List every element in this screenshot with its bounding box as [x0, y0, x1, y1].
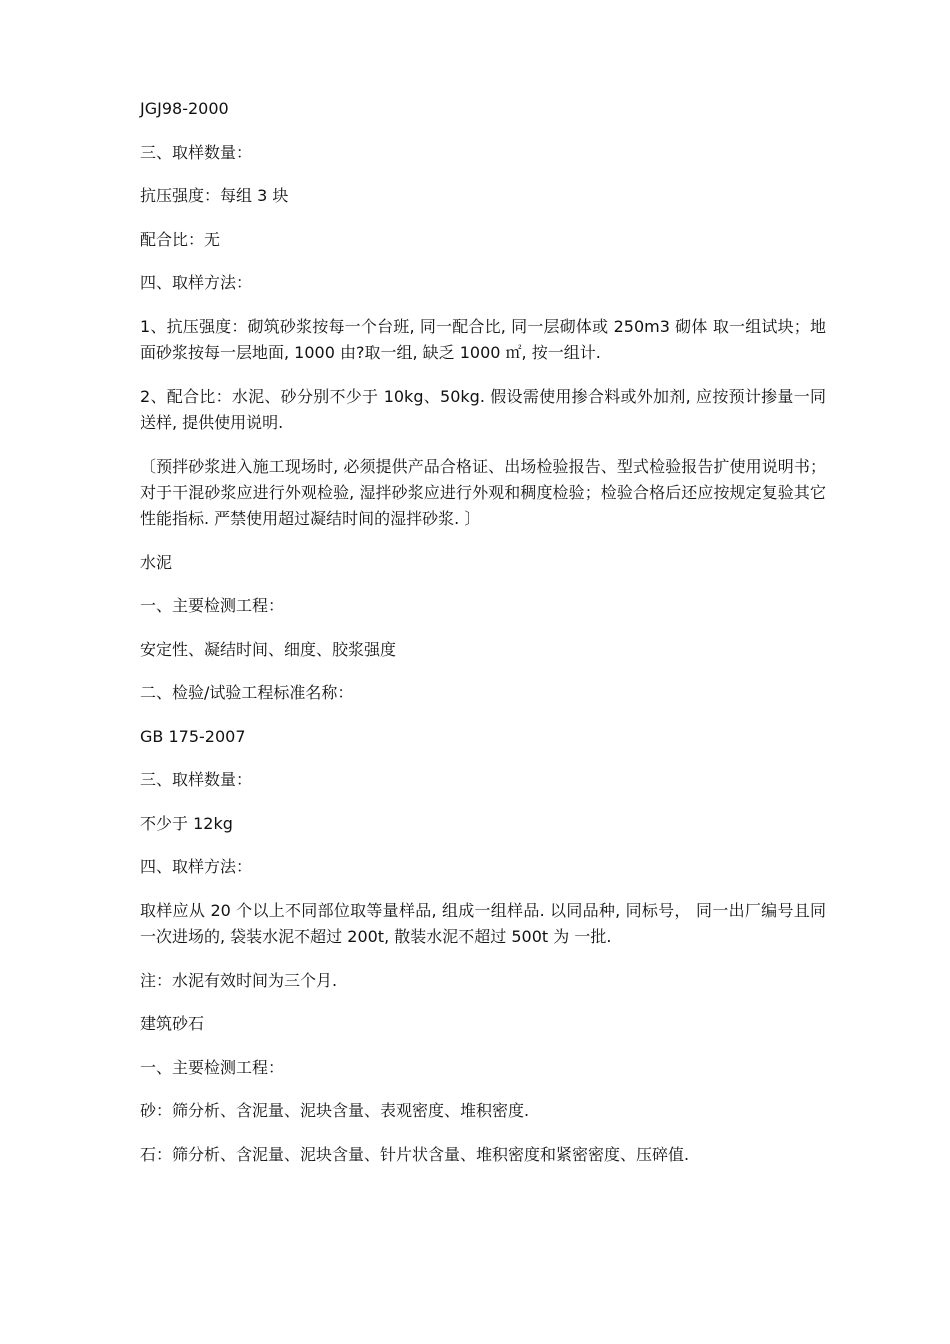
mix-ratio-quantity: 配合比：无 — [140, 229, 221, 249]
standard-code-paragraph: JGJ98-2000 — [140, 99, 229, 118]
cement-standard-code: GB 175-2007 — [140, 726, 246, 746]
section-heading-sampling-quantity: 三、取样数量： — [140, 142, 253, 162]
section-heading-sampling-method-cement: 四、取样方法： — [140, 857, 253, 876]
ready-mixed-mortar-note: 〔预拌砂浆进入施工现场时, 必须提供产品合格证、出场检验报告、型式检验报告扩使用说明书；对于干混砂浆应进行外观检验, 湿拌砂浆应进行外观和稠度检验；检验合格后还应按规定复验其它性能指标. 严禁使用超过凝结时间的湿拌砂浆. 〕 — [140, 456, 826, 528]
sand-test-items: 砂：筛分析、含泥量、泥块含量、表观密度、堆积密度. — [140, 1101, 530, 1120]
mix-ratio-method: 2、配合比：水泥、砂分别不少于 10kg、50kg. 假设需使用掺合料或外加剂, 应按预计掺量一同送样, 提供使用说明. — [140, 386, 826, 432]
section-heading-main-tests-sand: 一、主要检测工程： — [140, 1057, 285, 1077]
section-heading-standard-name: 二、检验/试验工程标准名称： — [140, 683, 354, 702]
cement-sampling-quantity: 不少于 12kg — [140, 813, 233, 833]
section-heading-sampling-method: 四、取样方法： — [140, 273, 253, 292]
document-body — [140, 96, 826, 1185]
cement-validity-note: 注：水泥有效时间为三个月. — [140, 970, 338, 990]
sand-gravel-section-title: 建筑砂石 — [140, 1014, 205, 1033]
stone-test-items: 石：筛分析、含泥量、泥块含量、针片状含量、堆积密度和紧密密度、压碎值. — [140, 1144, 690, 1164]
cement-sampling-method: 取样应从 20 个以上不同部位取等量样品, 组成一组样品. 以同品种, 同标号， 同一出厂编号且同一次进场的, 袋装水泥不超过 200t, 散装水泥不超过 500t 为 一批. — [140, 900, 826, 946]
cement-section-title: 水泥 — [140, 552, 173, 572]
cement-test-items: 安定性、凝结时间、细度、胶浆强度 — [140, 639, 397, 659]
compressive-strength-quantity: 抗压强度：每组 3 块 — [140, 186, 289, 205]
section-heading-main-tests: 一、主要检测工程： — [140, 596, 285, 615]
section-heading-sampling-quantity-cement: 三、取样数量： — [140, 770, 253, 789]
compressive-strength-method: 1、抗压强度：砌筑砂浆按每一个台班, 同一配合比, 同一层砌体或 250m3 砌体 取一组试块；地面砂浆按每一层地面, 1000 由?取一组, 缺乏 1000 ㎡, 按一组计. — [140, 316, 826, 362]
